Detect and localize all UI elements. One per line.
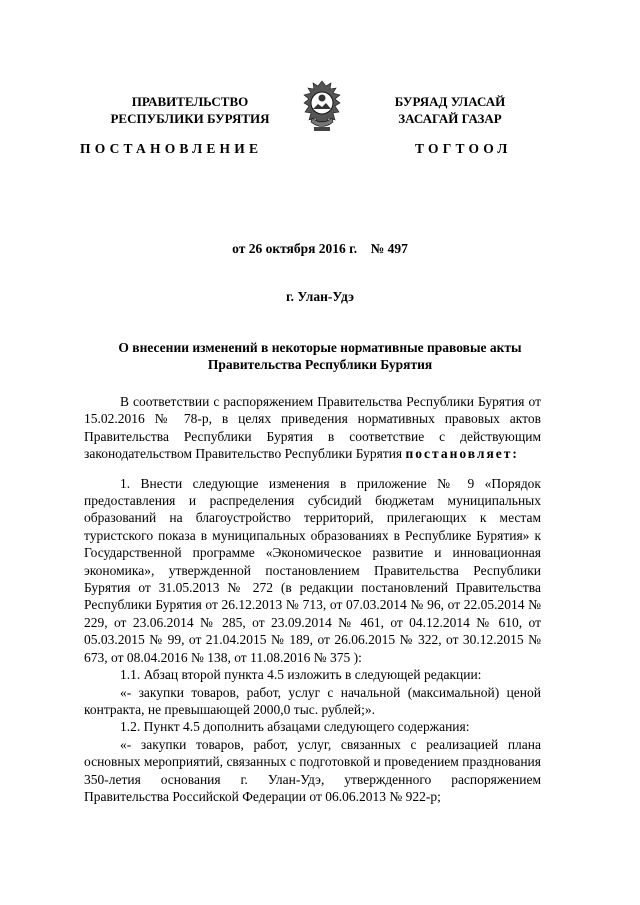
intro-paragraph [84,393,541,463]
coat-of-arms-icon [300,78,344,136]
date-number: от 26 октября 2016 г. № 497 [232,241,408,256]
header-right-line1: БУРЯАД УЛАСАЙ [394,94,506,109]
item-1-2-text: «- закупки товаров, работ, услуг, связанных с реализацией плана основных мероприятий, связанных с подготовкой и проведением празднования 350-летия основания г. Улан-Удэ, утвержденного распоряжением Правительства Российской Федерации от 06.06.2013 № 922-р; [84,736,541,804]
document-body [84,393,541,805]
document-subject [0,339,640,373]
subject-line-2: Правительства Республики Бурятия [207,357,433,372]
intro-text: В соответствии с распоряжением Правительства Республики Бурятия от 15.02.2016 № 78-р, в целях приведения нормативных правовых актов Правительства Республики Бурятия в соответствие с действующим законодательством Правительство Республики Бурятия [84,394,541,462]
header-left [100,93,280,127]
document-type-bua: ТОГТООЛ [415,141,512,156]
header-right [360,93,540,127]
item-1-1-text: «- закупки товаров, работ, услуг с начальной (максимальной) ценой контракта, не превышающей 2000,0 тыс. рублей;». [84,684,541,717]
document-type-ru: ПОСТАНОВЛЕНИЕ [80,141,263,156]
header-left-line1: ПРАВИТЕЛЬСТВО [131,94,249,109]
header-right-line2: ЗАСАГАЙ ГАЗАР [398,111,502,126]
item-1-1: 1.1. Абзац второй пункта 4.5 изложить в следующей редакции: [120,667,482,683]
item-1-2: 1.2. Пункт 4.5 дополнить абзацами следующего содержания: [120,719,470,735]
item-1: 1. Внести следующие изменения в приложение № 9 «Порядок предоставления и распределения субсидий бюджетам муниципальных образований на благоустройство территорий, прилегающих к местам туристского показа в муниципальных образованиях в Республике Бурятия» к Государственной программе «Экономическое развитие и инновационная экономика», утвержденной постановлением Правительства Республики Бурятия от 31.05.2013 № 272 (в редакции постановлений Правительства Республики Бурятия от 26.12.2013 № 713, от 07.03.2014 № 96, от 22.05.2014 № 229, от 23.06.2014 № 285, от 23.09.2014 № 461, от 04.12.2014 № 610, от 05.03.2015 № 99, от 21.04.2015 № 189, от 26.06.2015 № 322, от 30.12.2015 № 673, от 08.04.2016 № 138, от 11.08.2016 № 375 ): [84,475,541,665]
decree-word: постановляет: [405,446,519,462]
header-left-line2: РЕСПУБЛИКИ БУРЯТИЯ [110,111,270,126]
subject-line-1: О внесении изменений в некоторые нормативные правовые акты [118,340,522,355]
city: г. Улан-Удэ [286,289,354,304]
